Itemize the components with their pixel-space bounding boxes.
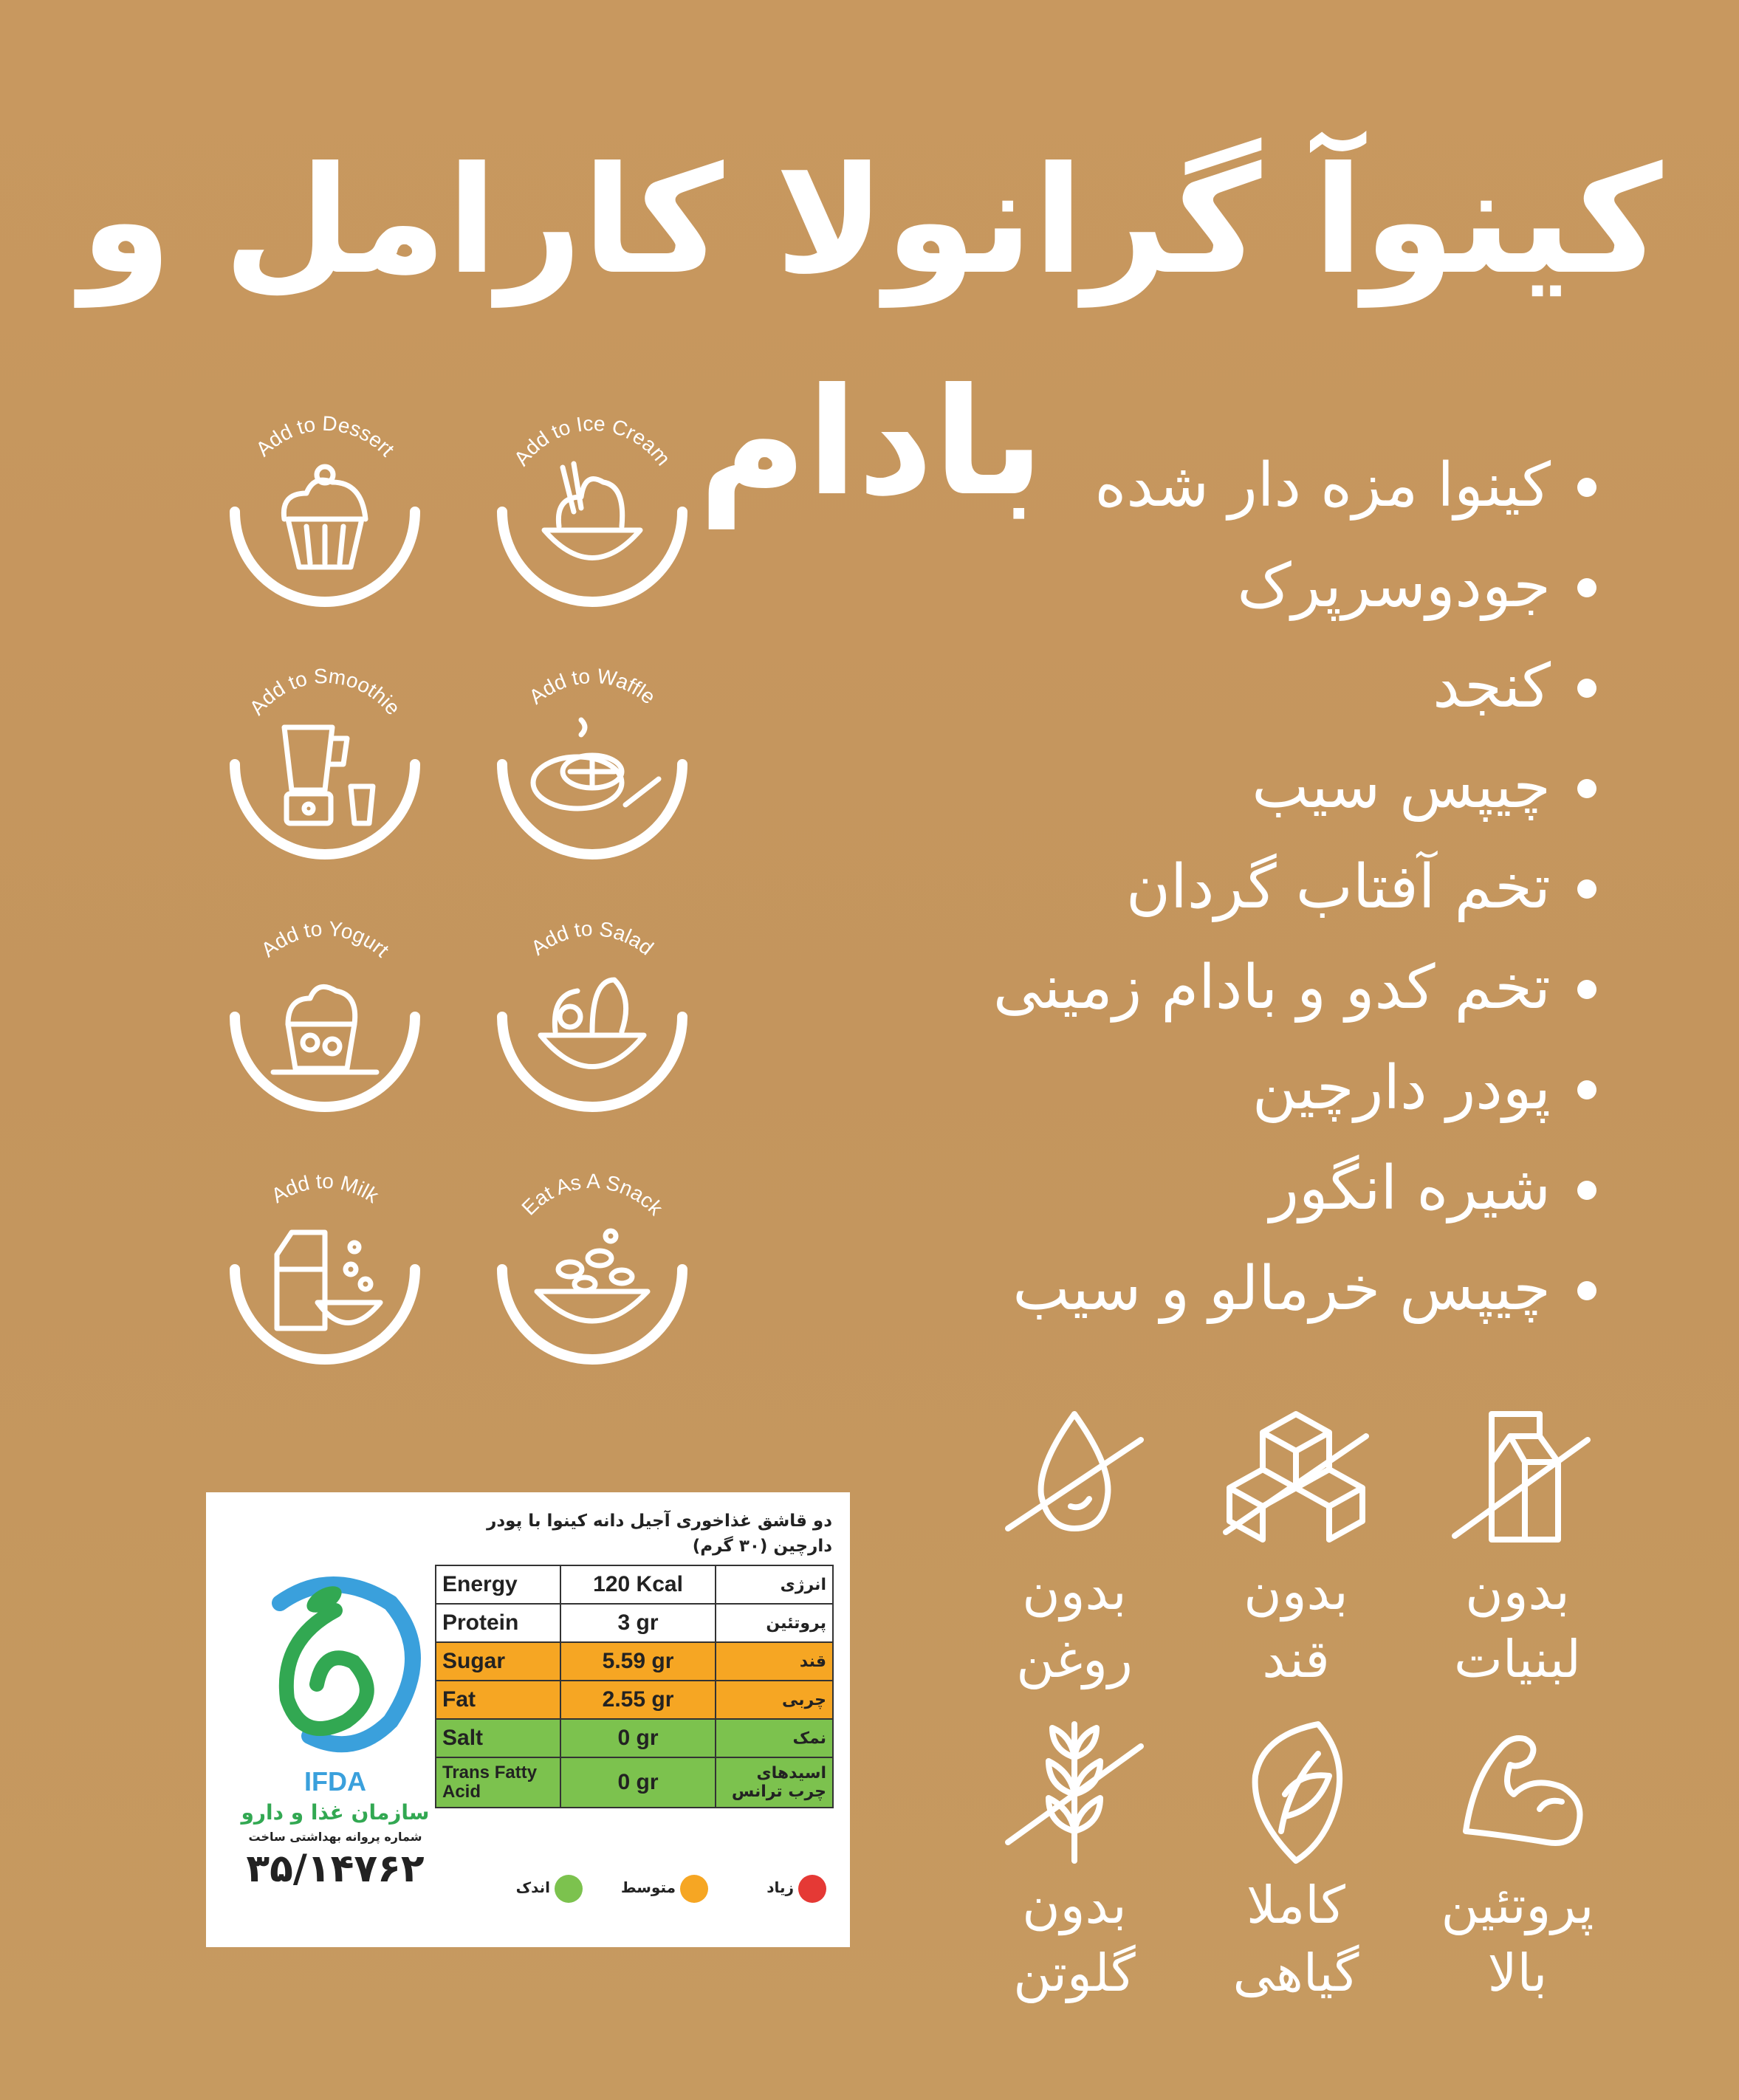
bullet [1577, 1181, 1596, 1200]
bullet [1577, 779, 1596, 798]
ifda-org: سازمان غذا و دارو [241, 1800, 430, 1825]
bullet [1577, 980, 1596, 999]
table-row: Sugar 5.59 gr قند [436, 1642, 833, 1681]
ingredient-item: کنجد [812, 636, 1610, 737]
ingredient-item: تخم آفتاب گردان [812, 837, 1610, 938]
milk-cereal-icon [214, 1159, 436, 1380]
bullet [1577, 879, 1596, 899]
bullet [1577, 478, 1596, 497]
no-dairy-icon [1429, 1392, 1606, 1554]
usage-dessert [214, 401, 436, 622]
badge-no-gluten: بدون گلوتن [964, 1706, 1185, 2023]
dot-icon [798, 1875, 826, 1903]
usage-label: Add to Dessert [251, 411, 399, 461]
usage-ice-cream [481, 401, 703, 622]
ingredient-item: چیپس سیب [812, 737, 1610, 837]
dot-icon [680, 1875, 708, 1903]
legend-medium: متوسط [621, 1869, 708, 1906]
bullet [1577, 679, 1596, 698]
license-number: ۳۵/۱۴۷۶۲ [246, 1847, 425, 1891]
ingredient-item: تخم کدو و بادام زمینی [812, 938, 1610, 1038]
svg-text:Add to Smoothie: Add to Smoothie [244, 664, 405, 720]
badge-no-oil: بدون روغن [964, 1392, 1185, 1709]
legend-low: اندک [516, 1869, 583, 1906]
legend-high: زیاد [766, 1869, 826, 1906]
usage-icons [0, 0, 738, 1403]
bullet [1577, 1080, 1596, 1099]
usage-salad [481, 906, 703, 1128]
no-gluten-icon [986, 1706, 1163, 1868]
badge-no-sugar: بدون قند [1185, 1392, 1407, 1709]
ice-cream-bowl-icon [481, 401, 703, 622]
blender-icon [214, 653, 436, 875]
nutrition-label-card [206, 1492, 850, 1947]
ifda-logo-icon [236, 1559, 435, 1780]
plant-based-icon [1207, 1706, 1385, 1868]
snack-bowl-icon [481, 1159, 703, 1380]
ifda-info [236, 1766, 435, 1891]
ingredients-list [812, 436, 1610, 1344]
bullet [1577, 578, 1596, 597]
usage-milk [214, 1159, 436, 1380]
svg-text:Add to Yogurt: Add to Yogurt [256, 916, 394, 962]
usage-snack [481, 1159, 703, 1380]
table-row: Protein 3 gr پروتئین [436, 1604, 833, 1642]
table-row: Trans Fatty Acid 0 gr اسیدهای چرب ترانس [436, 1757, 833, 1808]
ingredient-item: جودوسرپرک [812, 536, 1610, 636]
svg-text:Add to Milk: Add to Milk [267, 1169, 383, 1208]
svg-text:Eat As A Snack: Eat As A Snack [517, 1169, 668, 1220]
svg-text:Add to Dessert [251, 412, 399, 461]
no-oil-icon [986, 1392, 1163, 1554]
badge-no-dairy: بدون لبنیات [1407, 1392, 1628, 1709]
waffle-icon [481, 653, 703, 875]
high-protein-icon [1429, 1706, 1606, 1868]
bullet [1577, 1281, 1596, 1300]
ingredient-item: چیپس خرمالو و سیب [812, 1239, 1610, 1339]
badge-high-protein: پروتئین بالا [1407, 1706, 1628, 2023]
license-label: شماره پروانه بهداشتی ساخت [248, 1830, 422, 1844]
nutrition-table [435, 1565, 834, 1808]
level-legend [494, 1869, 834, 1906]
table-row: Fat 2.55 gr چربی [436, 1681, 833, 1719]
product-title: کینوآ گرانولا کارامل و بادام [80, 135, 1663, 529]
usage-smoothie [214, 653, 436, 875]
table-row: Salt 0 gr نمک [436, 1719, 833, 1757]
svg-text:Add to Salad: Add to Salad [526, 916, 658, 960]
no-sugar-icon [1207, 1392, 1385, 1554]
salad-bowl-icon [481, 906, 703, 1128]
ingredient-item: پودر دارچین [812, 1038, 1610, 1139]
ifda-abbr: IFDA [304, 1766, 366, 1797]
table-row: Energy 120 Kcal انرژی [436, 1565, 833, 1604]
cupcake-icon [214, 401, 436, 622]
dot-icon [555, 1875, 583, 1903]
serving-size: دو قاشق غذاخوری آجیل دانه کینوا با پودر دارچین (۳۰ گرم) [487, 1511, 832, 1556]
svg-text:Add to Waffle: Add to Waffle [524, 664, 660, 709]
svg-text:Add to Ice Cream: Add to Ice Cream [509, 411, 675, 470]
ingredient-item: کینوا مزه دار شده [812, 436, 1610, 536]
usage-waffle [481, 653, 703, 875]
badge-plant-based: کاملا گیاهی [1185, 1706, 1407, 2023]
yogurt-icon [214, 906, 436, 1128]
ingredient-item: شیره انگور [812, 1139, 1610, 1239]
usage-yogurt [214, 906, 436, 1128]
